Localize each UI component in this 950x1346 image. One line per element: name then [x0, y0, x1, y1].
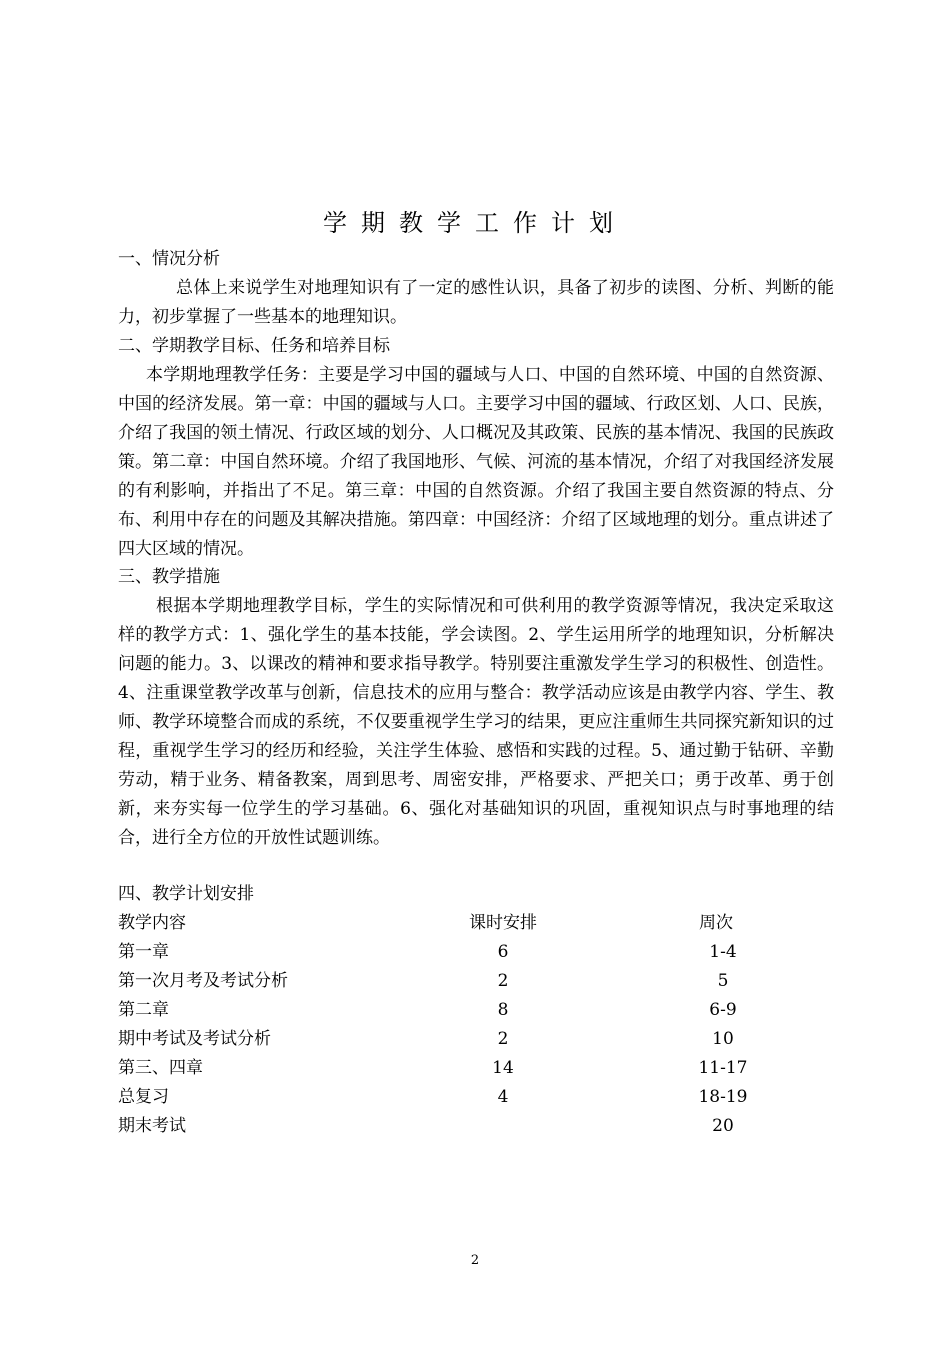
section-heading-semester-goals: 二、学期教学目标、任务和培养目标: [118, 336, 390, 356]
schedule-cell-content: 第一章: [118, 942, 169, 962]
schedule-cell-hours: 14: [492, 1058, 514, 1078]
schedule-cell-content: 总复习: [118, 1087, 169, 1107]
section-heading-situation-analysis: 一、情况分析: [118, 249, 220, 269]
schedule-table: [118, 909, 834, 1141]
schedule-cell-content: 第三、四章: [118, 1058, 203, 1078]
section-text-semester-goals: 本学期地理教学任务：主要是学习中国的疆域与人口、中国的自然环境、中国的自然资源、中国的经济发展。第一章：中国的疆域与人口。主要学习中国的疆域、行政区划、人口、民族，介绍了我国的领土情况、行政区域的划分、人口概况及其政策、民族的基本情况、我国的民族政策。第二章：中国自然环境。介绍了我国地形、气候、河流的基本情况，介绍了对我国经济发展的有利影响，并指出了不足。第三章：中国的自然资源。介绍了我国主要自然资源的特点、分布、利用中存在的问题及其解决措施。第四章：中国经济：介绍了区域地理的划分。重点讲述了四大区域的情况。: [118, 365, 834, 559]
schedule-cell-content: 期中考试及考试分析: [118, 1029, 271, 1049]
schedule-cell-weeks: 18-19: [698, 1087, 748, 1107]
schedule-header-hours: 课时安排: [469, 913, 537, 933]
schedule-cell-weeks: 20: [712, 1116, 734, 1136]
schedule-row: [118, 1112, 834, 1141]
schedule-cell-hours: 2: [497, 971, 509, 991]
schedule-cell-hours: 4: [497, 1087, 509, 1107]
section-heading-teaching-measures: 三、教学措施: [118, 567, 220, 587]
section-heading-teaching-schedule: 四、教学计划安排: [118, 884, 254, 904]
page-number: 2: [470, 1253, 480, 1268]
schedule-cell-content: 第二章: [118, 1000, 169, 1020]
schedule-cell-content: 第一次月考及考试分析: [118, 971, 288, 991]
schedule-cell-content: 期末考试: [118, 1116, 186, 1136]
schedule-cell-hours: 2: [497, 1029, 509, 1049]
schedule-cell-weeks: 5: [717, 971, 729, 991]
document-title: 学期教学工作计划: [323, 209, 627, 237]
schedule-row: [118, 1025, 834, 1054]
schedule-header-content: 教学内容: [118, 913, 186, 933]
schedule-row: [118, 1083, 834, 1112]
section-text-situation-analysis: 总体上来说学生对地理知识有了一定的感性认识，具备了初步的读图、分析、判断的能力，初步掌握了一些基本的地理知识。: [118, 278, 834, 327]
schedule-row: [118, 938, 834, 967]
schedule-row: [118, 996, 834, 1025]
schedule-cell-weeks: 10: [712, 1029, 734, 1049]
schedule-header-row: [118, 909, 834, 938]
schedule-cell-weeks: 6-9: [709, 1000, 737, 1020]
schedule-header-weeks: 周次: [699, 913, 733, 933]
schedule-row: [118, 1054, 834, 1083]
schedule-cell-hours: 8: [497, 1000, 509, 1020]
schedule-cell-weeks: 1-4: [709, 942, 737, 962]
schedule-cell-hours: 6: [497, 942, 509, 962]
section-text-teaching-measures: 根据本学期地理教学目标，学生的实际情况和可供利用的教学资源等情况，我决定采取这样的教学方式：1、强化学生的基本技能，学会读图。2、学生运用所学的地理知识，分析解决问题的能力。3、以课改的精神和要求指导教学。特别要注重激发学生学习的积极性、创造性。4、注重课堂教学改革与创新，信息技术的应用与整合：教学活动应该是由教学内容、学生、教师、教学环境整合而成的系统，不仅要重视学生学习的结果，更应注重师生共同探究新知识的过程，重视学生学习的经历和经验，关注学生体验、感悟和实践的过程。5、通过勤于钻研、辛勤劳动，精于业务、精备教案，周到思考、周密安排，严格要求、严把关口；勇于改革、勇于创新，来夯实每一位学生的学习基础。6、强化对基础知识的巩固，重视知识点与时事地理的结合，进行全方位的开放性试题训练。: [118, 596, 834, 848]
schedule-cell-weeks: 11-17: [698, 1058, 748, 1078]
schedule-row: [118, 967, 834, 996]
